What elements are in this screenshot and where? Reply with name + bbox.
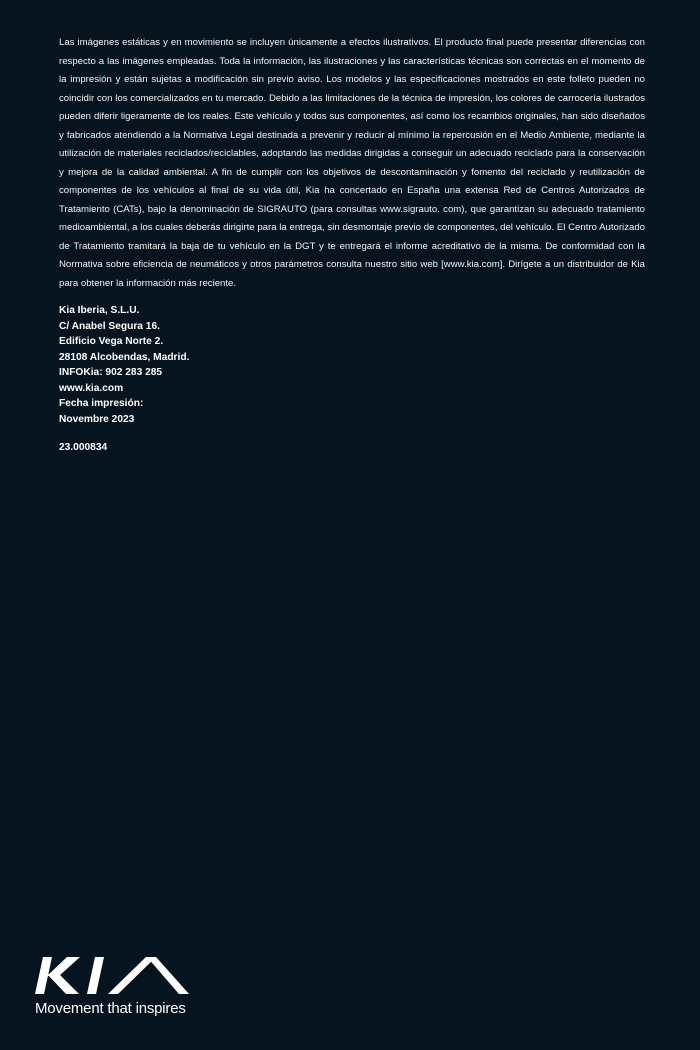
street-address: C/ Anabel Segura 16. [59, 320, 160, 332]
print-date-label: Fecha impresión: [59, 398, 144, 409]
document-code: 23.000834 [59, 442, 108, 453]
brand-tagline: Movement that inspires [35, 1000, 186, 1017]
company-address-block [59, 303, 359, 427]
brand-block [35, 950, 205, 1025]
info-phone: INFOKia: 902 283 285 [59, 367, 163, 378]
print-date: Novembre 2023 [59, 413, 135, 425]
legal-disclaimer: Las imágenes estáticas y en movimiento se incluyen únicamente a efectos ilustrativos. El producto final puede presentar diferencias con respecto a las imágenes empleadas. Toda la información, las ilustraciones y las características técnicas son correctas en el momento de la impresión y están sujetas a modificación sin previo aviso. Los modelos y las especificaciones mostrados en este folleto pueden no coincidir con los comercializados en tu mercado. Debido a las limitaciones de la técnica de impresión, los colores de carrocería ilustrados pueden diferir ligeramente de los reales. Este vehículo y todos sus componentes, así como los recambios originales, han sido diseñados y fabricados atendiendo a la Normativa Legal destinada a prevenir y reducir al mínimo la repercusión en el Medio Ambiente, mediante la utilización de materiales reciclados/reciclables, adoptando las medidas dirigidas a conseguir un adecuado reciclado para la conservación y mejora de la calidad ambiental. A fin de cumplir con los objetivos de descontaminación y fomento del reciclado y reutilización de componentes de los vehículos al final de su vida útil, Kia ha concertado en España una extensa Red de Centros Autorizados de Tratamiento (CATs), bajo la denominación de SIGRAUTO (para consultas www.sigrauto. com), que garantizan su adecuado tratamiento medioambiental, a los cuales deberás dirigirte para la entrega, sin desmontaje previo de componentes, del vehículo. El Centro Autorizado de Tratamiento tramitará la baja de tu vehículo en la DGT y te entregará el informe acreditativo de la misma. De conformidad con la Normativa sobre eficiencia de neumáticos y otros parámetros consulta nuestro sitio web [www.kia.com]. Dirígete a un distribuidor de Kia para obtener la información más reciente. [59, 37, 645, 289]
company-name: Kia Iberia, S.L.U. [59, 305, 140, 316]
website-link[interactable]: www.kia.com [59, 382, 124, 394]
kia-logo-icon [35, 955, 190, 995]
city-address: 28108 Alcobendas, Madrid. [59, 351, 190, 363]
building-address: Edificio Vega Norte 2. [59, 336, 164, 347]
